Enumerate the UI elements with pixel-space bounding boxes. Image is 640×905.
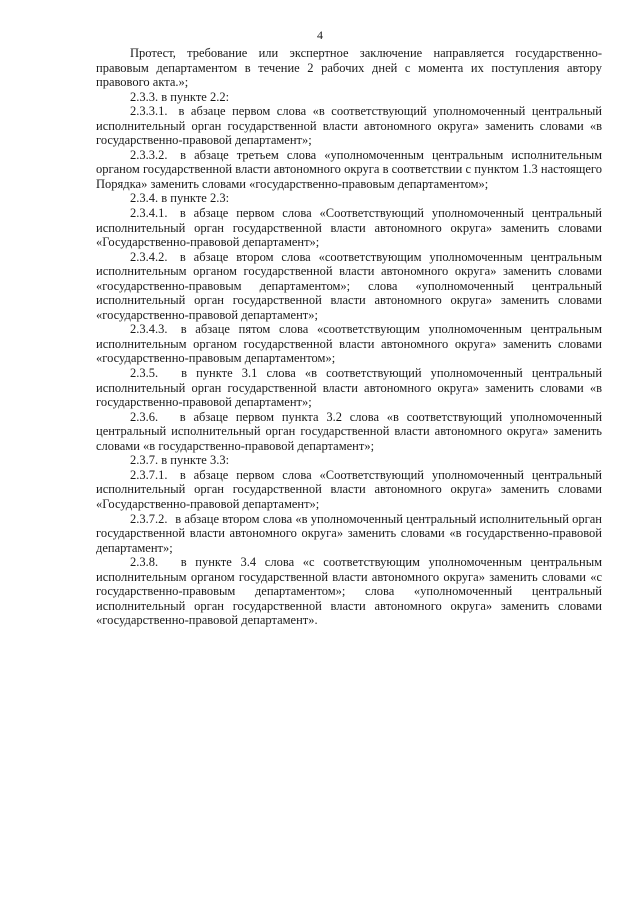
paragraph-2-3-7-1 — [96, 468, 602, 512]
paragraph-text: в абзаце втором слова «соответствующим уполномоченным центральным исполнительным органом государственной власти автономного округа» заменить словами «государственно-правовым департаментом»; слова «уполномоченный центральный исполнительный орган государственной власти автономного округа» заменить словами «государственно-правовой департамент»; — [96, 249, 602, 322]
paragraph-text: в абзаце первом слова «в соответствующий уполномоченный центральный исполнительный орган государственной власти автономного округа» заменить словами «в государственно-правовой департамент»; — [96, 104, 603, 148]
paragraph-number: 2.3.4.2. — [130, 249, 168, 264]
paragraph-2-3-4-1 — [96, 206, 602, 250]
paragraph-text: в абзаце пятом слова «соответствующим уполномоченным центральным исполнительным органом государственной власти автономного округа» заменить словами «государственно-правовым департаментом»; — [96, 322, 602, 366]
paragraph-text: в абзаце третьем слова «уполномоченным центральным исполнительным органом государственной власти автономного округа в соответствии с пунктом 1.3 настоящего Порядка» заменить словами «государственно-правовым департаментом»; — [96, 147, 603, 191]
paragraph-number: 2.3.7.1. — [130, 467, 168, 482]
paragraph-2-3-7 — [96, 453, 602, 468]
paragraph-text: в пункте 3.3: — [161, 453, 230, 468]
paragraph-text: в абзаце втором слова «в уполномоченный центральный исполнительный орган государственной власти автономного округа» заменить словами «в государственно-правовой департамент»; — [96, 511, 603, 555]
paragraph-2-3-3-1 — [96, 104, 602, 148]
paragraph-text: в абзаце первом слова «Соответствующий уполномоченный центральный исполнительный орган государственной власти автономного округа» заменить словами «Государственно-правовой департамент»; — [96, 206, 602, 250]
paragraph-number: 2.3.8. — [130, 555, 159, 570]
document-body — [96, 46, 602, 628]
paragraph-2-3-5 — [96, 366, 602, 410]
paragraph-text: в абзаце первом пункта 3.2 слова «в соответствующий уполномоченный центральный исполнительный орган государственной власти автономного округа» заменить словами «в государственно-правовой департамент»; — [96, 409, 603, 453]
paragraph-text: в пункте 2.2: — [161, 89, 230, 104]
paragraph-number: 2.3.7. — [130, 453, 159, 468]
paragraph-number: 2.3.5. — [130, 366, 159, 381]
paragraph-text: в пункте 3.4 слова «с соответствующим уполномоченным центральным исполнительным органом государственной власти автономного округа» заменить словами «с государственно-правовым департаментом»; слова «уполномоченный центральный исполнительный орган государственной власти автономного округа» заменить словами «государственно-правовой департамент». — [96, 555, 602, 628]
paragraph-number: 2.3.4. — [130, 191, 159, 206]
paragraph-2-3-4-2 — [96, 250, 602, 323]
paragraph-text: в абзаце первом слова «Соответствующий уполномоченный центральный исполнительный орган государственной власти автономного округа» заменить словами «Государственно-правовой департамент»; — [96, 467, 602, 511]
paragraph-2-3-4-3 — [96, 322, 602, 366]
paragraph-2-3-8 — [96, 555, 602, 628]
paragraph-number: 2.3.6. — [130, 409, 159, 424]
paragraph-text: в пункте 2.3: — [161, 191, 230, 206]
paragraph-number: 2.3.4.1. — [130, 206, 168, 221]
paragraph-intro — [96, 46, 602, 90]
paragraph-2-3-6 — [96, 410, 602, 454]
paragraph-number: 2.3.3.1. — [130, 104, 168, 119]
page-number: 4 — [317, 28, 323, 42]
paragraph-2-3-3 — [96, 90, 602, 105]
paragraph-2-3-7-2 — [96, 512, 602, 556]
paragraph-text: Протест, требование или экспертное заключение направляется государственно-правовым департаментом в течение 2 рабочих дней с момента их поступления автору правового акта.»; — [96, 46, 602, 90]
paragraph-2-3-3-2 — [96, 148, 602, 192]
paragraph-number: 2.3.7.2. — [130, 511, 168, 526]
paragraph-number: 2.3.3. — [130, 89, 159, 104]
paragraph-2-3-4 — [96, 191, 602, 206]
paragraph-number: 2.3.3.2. — [130, 147, 168, 162]
paragraph-text: в пункте 3.1 слова «в соответствующий уполномоченный центральный исполнительный орган государственной власти автономного округа» заменить словами «в государственно-правовой департамент»; — [96, 366, 603, 410]
paragraph-number: 2.3.4.3. — [130, 322, 168, 337]
